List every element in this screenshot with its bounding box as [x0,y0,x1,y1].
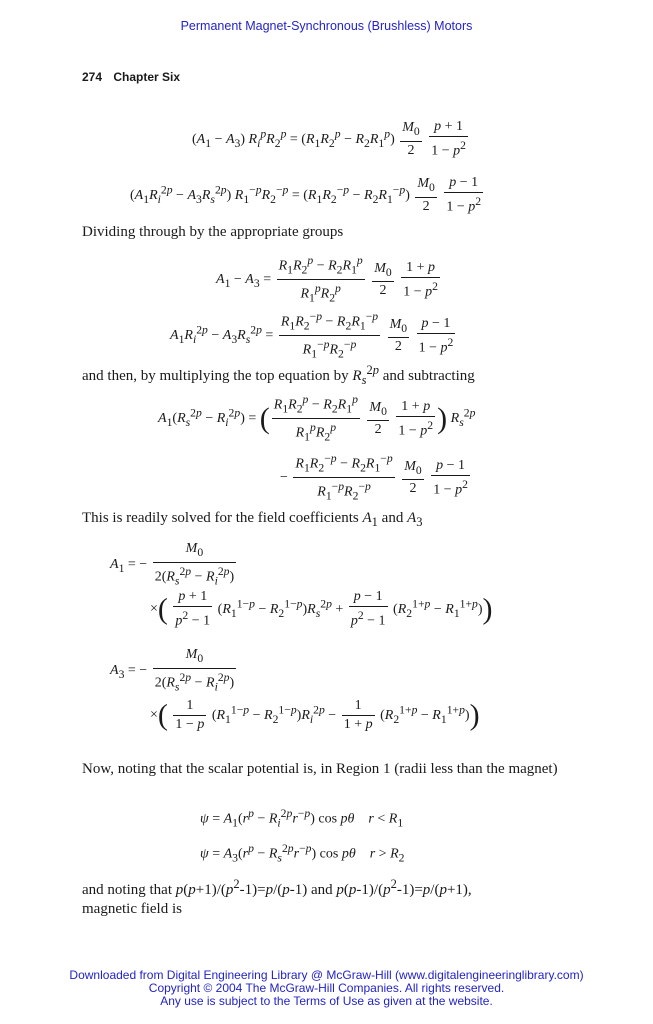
footer-download-link[interactable]: Downloaded from Digital Engineering Library @ McGraw-Hill (www.digitalengineeringlibrary.com) [69,968,584,982]
page-header [82,70,188,84]
paragraph-scalar-potential: Now, noting that the scalar potential is, in Region 1 (radii less than the magnet) [82,761,558,777]
equation-7-line-1: $A_3$ = − $\frac{M_0}{2(R_s^{2p} - R_i^{2p})}$ [110,647,235,694]
footer [0,969,653,1008]
footer-terms: Any use is subject to the Terms of Use as given at the website. [160,994,493,1008]
equation-9: $\psi = A_3(r^p - R_s^{2p}r^{-p})$ cos pθ $r > R_2$ [200,842,405,865]
paragraph-multiplying: and then, by multiplying the top equation by $R_s^{2p}$ and subtracting [82,363,475,387]
equation-6-line-2: ×( $\frac{p + 1}{p^2 - 1}$ $(R_1^{1-p} - R_2^{1-p})R_s^{2p}$ + $\frac{p - 1}{p^2 - 1}$ $(R_2^{1+p} - R_1^{1+p})$) [150,589,493,629]
chapter-label: Chapter Six [113,70,181,84]
equation-6-line-1: $A_1$ = − $\frac{M_0}{2(R_s^{2p} - R_i^{2p})}$ [110,541,235,588]
footer-copyright: Copyright © 2004 The McGraw-Hill Companies. All rights reserved. [148,981,505,995]
paragraph-dividing: Dividing through by the appropriate groups [82,224,344,240]
equation-7-line-2: ×( $\frac{1}{1 - p}$ $(R_1^{1-p} - R_2^{1-p})R_i^{2p}$ − $\frac{1}{1 + p}$ $(R_2^{1+p} - R_1^{1+p})$) [150,698,480,732]
equation-5-line-2: − $\frac{R_1R_2^{-p} - R_2R_1^{-p}}{R_1^{-p}R_2^{-p}}$ $\frac{M_0}{2}$ $\frac{p - 1}{1 - p^2}$ [280,452,468,503]
equation-3: $A_1 - A_3$ = $\frac{R_1R_2^p - R_2R_1^p}{R_1^pR_2^p}$ $\frac{M_0}{2}$ $\frac{1 + p}{1 - p^2}$ [216,254,438,305]
equation-2: $(A_1R_i^{2p} - A_3R_s^{2p}) R_1^{-p}R_2^{-p} = (R_1R_2^{-p} - R_2R_1^{-p})$ $\frac{M_0}{2}$ $\frac{p - 1}{1 - p^2}$ [130,175,482,215]
paragraph-noting: and noting that $p(p+1)/(p^2-1)=p/(p-1)$ and $p(p-1)/(p^2-1)=p/(p+1)$, magnetic field is [82,877,472,917]
equation-8: $\psi = A_1(r^p - R_i^{2p}r^{-p})$ cos pθ $r < R_1$ [200,807,404,830]
equation-1: $(A_1 - A_3) R_i^pR_2^p = (R_1R_2^p - R_2R_1^p)$ $\frac{M_0}{2}$ $\frac{p + 1}{1 - p^2}$ [192,119,466,159]
equation-4: $A_1R_i^{2p} - A_3R_s^{2p}$ = $\frac{R_1R_2^{-p} - R_2R_1^{-p}}{R_1^{-p}R_2^{-p}}$ $\frac{M_0}{2}$ $\frac{p - 1}{1 - p^2}$ [170,310,454,361]
page-number: 274 [82,70,103,84]
running-header: Permanent Magnet-Synchronous (Brushless) Motors [180,19,473,33]
paragraph-solved: This is readily solved for the field coefficients $A_1$ and $A_3$ [82,510,423,529]
equation-5-line-1: $A_1(R_s^{2p} - R_i^{2p})$ = ( $\frac{R_1R_2^p - R_2R_1^p}{R_1^pR_2^p}$ $\frac{M_0}{2}$ $\frac{1 + p}{1 - p^2}$ ) $R_s^{2p}$ [158,393,476,444]
